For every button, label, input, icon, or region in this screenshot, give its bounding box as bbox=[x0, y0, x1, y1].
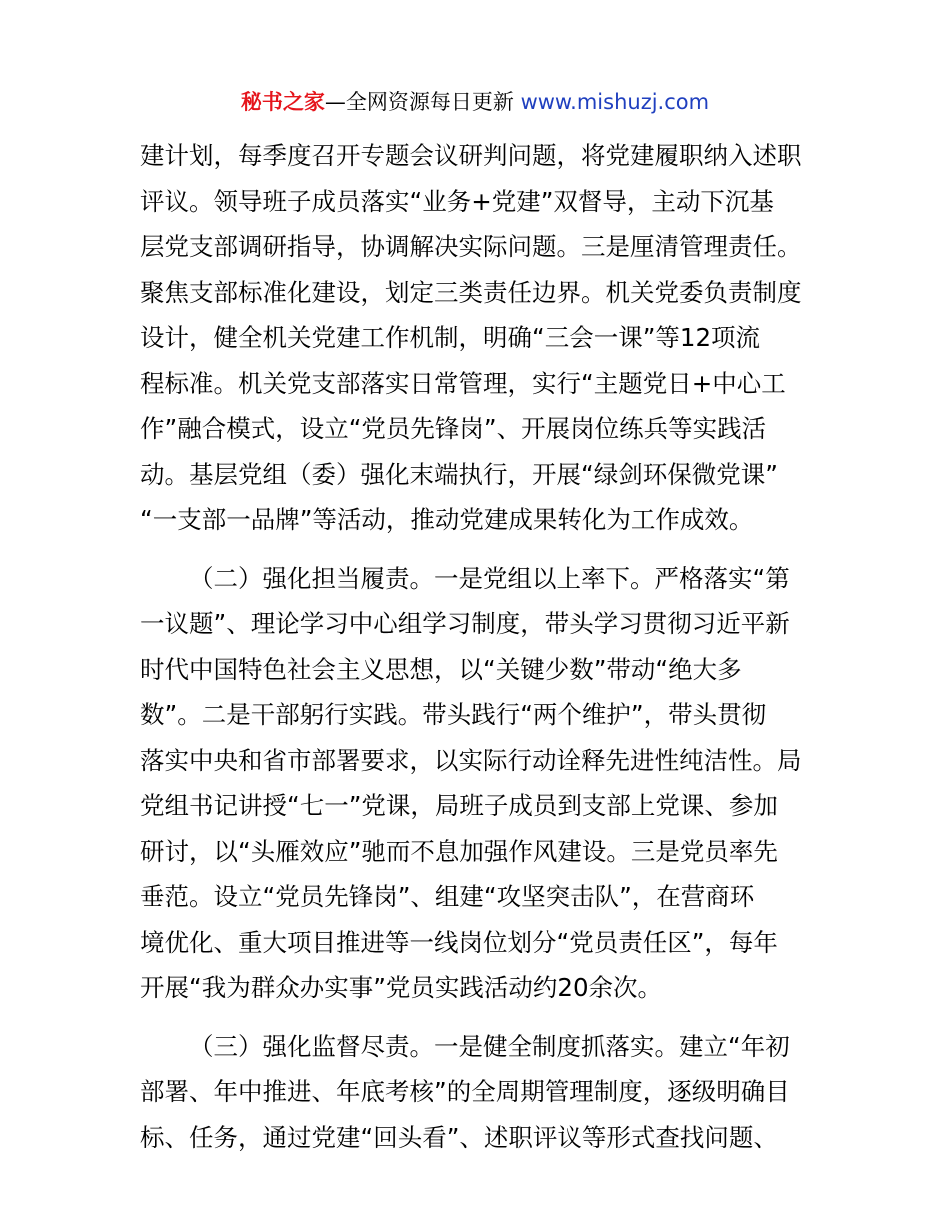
text-line: 数”。二是干部躬行实践。带头践行“两个维护”，带头贯彻 bbox=[140, 700, 767, 729]
paragraph-3-start: （三）强化监督尽责。一是健全制度抓落实。建立“年初 bbox=[189, 1031, 790, 1061]
text-line: 党组书记讲授“七一”党课，局班子成员到支部上党课、参加 bbox=[140, 791, 778, 820]
text-line: 程标准。机关党支部落实日常管理，实行“主题党日+中心工 bbox=[140, 368, 786, 398]
text-line: 部署、年中推进、年底考核”的全周期管理制度，逐级明确目 bbox=[140, 1077, 790, 1106]
text-line: 时代中国特色社会主义思想，以“关键少数”带动“绝大多 bbox=[140, 654, 742, 684]
text-line: 研讨，以“头雁效应”驰而不息加强作风建设。三是党员率先 bbox=[140, 836, 778, 866]
document-body bbox=[140, 133, 820, 1160]
text-line: 设计，健全机关党建工作机制，明确“三会一课”等12项流 bbox=[140, 323, 761, 352]
site-header bbox=[0, 86, 950, 118]
text-line: 垂范。设立“党员先锋岗”、组建“攻坚突击队”，在营商环 bbox=[140, 882, 755, 911]
site-tagline: —全网资源每日更新 bbox=[324, 90, 521, 114]
site-url: www.mishuzj.com bbox=[520, 90, 710, 114]
text-line: 落实中央和省市部署要求，以实际行动诠释先进性纯洁性。局 bbox=[140, 745, 802, 775]
text-line: 评议。领导班子成员落实“业务+党建”双督导，主动下沉基 bbox=[140, 186, 774, 216]
text-line: 聚焦支部标准化建设，划定三类责任边界。机关党委负责制度 bbox=[140, 277, 802, 307]
site-brand: 秘书之家 bbox=[240, 90, 325, 114]
text-line: 境优化、重大项目推进等一线岗位划分“党员责任区”，每年 bbox=[140, 927, 778, 957]
text-line: “一支部一品牌”等活动，推动党建成果转化为工作成效。 bbox=[140, 505, 754, 534]
text-line: 标、任务，通过党建“回头看”、述职评议等形式查找问题、 bbox=[140, 1122, 778, 1152]
text-line: 动。基层党组（委）强化末端执行，开展“绿剑环保微党课” bbox=[140, 459, 778, 489]
text-line: 作”融合模式，设立“党员先锋岗”、开展岗位练兵等实践活 bbox=[140, 414, 767, 443]
paragraph-2-start: （二）强化担当履责。一是党组以上率下。严格落实“第 bbox=[189, 563, 790, 593]
text-line: 层党支部调研指导，协调解决实际问题。三是厘清管理责任。 bbox=[140, 232, 802, 261]
text-line: 建计划，每季度召开专题会议研判问题，将党建履职纳入述职 bbox=[140, 141, 802, 170]
text-line: 一议题”、理论学习中心组学习制度，带头学习贯彻习近平新 bbox=[140, 609, 790, 638]
text-line: 开展“我为群众办实事”党员实践活动约20余次。 bbox=[140, 973, 663, 1002]
